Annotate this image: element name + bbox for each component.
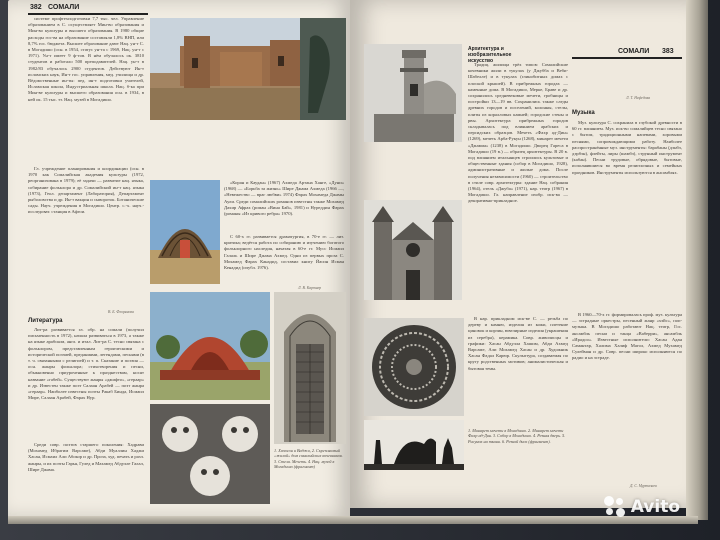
photo-minaret	[364, 44, 462, 142]
left-col-b-paragraph: «Коран и Каудан» (1967) Ахмеда Артана Ханге, «Дуни» (1968) — «Борьба за жизнь» Шире Джама Ахмеда (1966 —, «Невежество — враг любви» 1974) Фарах Мохамеда Джамы Аули. Среди сомалийских романов известны также Мохамед Дахир Афрах (роман «Вина Бай», 1981) и Нуреддин Фарах (романы «Из кривого ребра» 1970).	[224, 180, 344, 217]
left-column-b2	[224, 234, 344, 284]
right-column-a2	[468, 316, 568, 424]
avito-watermark	[604, 496, 680, 518]
photo-red-tomb	[150, 292, 270, 400]
right-column-b2	[572, 312, 682, 480]
left-col-c2-paragraph: Среди совр. поэтов старшего поколения: Хадрави (Мохамед Ибрагим Варсаме), Абди Муаллин Хаджи Хасан, Исмаил Али Абокор и др. Проза, худ. печать и разл. жанры, и их поэты Гарья, Гулед и Махамед Абдулле Галал, Шире Джама.	[28, 442, 144, 472]
right-col-a-paragraph: Традиц. жилища трёх типов: Сомалийские кочевники жили в тукулах (у Джубба и Веби-Шабелле) и в тукулах (глинобитных домах с плоской крышей). В прибрежных городах — каменные дома. В Могадишо, Мерке, Браве и др. сохранились средневековые мечети, гробницы и постройки 13—19 вв. Сохранились также следы древних городов и поселений, колонны, стелы, плиты из коралловых камней; городские стены и рвы. Архитектура прибрежных городов складывалась под влиянием арабских и персидских образцов. Мечеть «Фахр ад-Дин» (1269), мечеть Арба-Рукун (1268), минарет мечети «Джамиа» (1238) в Могадишо. Дворец Гареса в Могадишо (19 в.) — образец архитектуры. В 20 в. под влиянием итальянцев строились культовые и общественные здания (собор в Могадишо, 1928), административные и жилые дома. После получения независимости (1960) — строительство в стиле совр. архитектуры: здание Нац. собрания (1964), отель «Джуба» (1971), нар. театр (1967) в Могадишо. Гл. направление изобр. иск-ва — декоративно-прикладное.	[468, 62, 568, 204]
left-column-c	[28, 327, 144, 440]
left-col-a2-paragraph: Гл. учреждение планирования и координации (осн. в 1970 как Сомалийская академия культуры (1972, реорганизована в 1979); её задачи — развитие нац. языка, собирание фольклора и др. Сомалийский ин-т нац. языка (1973), Геол. департамент (Лаборатория), Департамент рыболовства и др. Ин-т вакцин и сывороток. Ботанические сады. Науч. учреждения в Могадишо. Центр. с.-х. науч.-исследоват. станция в Афгои.	[28, 166, 144, 215]
right-head-rule	[572, 57, 682, 59]
right-page	[350, 0, 690, 508]
section-literature: Литература	[28, 318, 63, 324]
photo-silhouette	[364, 420, 464, 470]
photo-carved-disc	[364, 318, 464, 416]
left-col-c-paragraph: Лит-ра развивается гл. обр. на сомали (получил письменность в 1972), начала развиваться в 1973, а также на языке арабском, англ. и итал. Лит-ра С. тесно связана с фольклором, представленным героическими и исторической поэзией, преданиями, легендами, песнями (в т. ч. связанными с религией) и т. п. Сказание и поэзия — осн. жанры фольклора; стихотворения и песни, обыкновенно приуроченные к празднествам, носят название «габей». Существуют жанры «джифто», «гераар» и др. Известен также поэт Салаан Арабей — поэт жанра «гераар». Наиболее известны поэты Ракаб Бинда, Исмаил Мире, Салаан Арабей, Фарах Нур.	[28, 327, 144, 401]
section-architecture: Архитектура и изобразительное искусство	[468, 46, 512, 64]
avito-logo-icon	[604, 496, 626, 518]
left-column-a2	[28, 166, 144, 306]
left-col-b2-paragraph: С 60-х гг. развивается драматургия, в 70-е гг. — лит. критика; ведётся работа по собиранию и изучению богатого фольклорного наследия, начатая в 60-е гг. Мусс Исмаил Галаль и Шире Джама Ахмед. Одни из первых проза С. Мохамед Фарах Канадид, составил книгу Йасин Исман Кенадид (опубл. 1976).	[224, 234, 344, 271]
right-column-a	[468, 62, 568, 314]
right-running-title: СОМАЛИ	[618, 48, 650, 55]
left-page-number: 382	[30, 4, 42, 11]
left-column-a	[28, 16, 144, 161]
right-credit-2: Д. С. Муртазаев	[630, 484, 657, 488]
left-col-a-paragraph: системе профтехподготовки 7,7 тыс. чел. Управление образованием в С. осуществляет Мин-во образования и Мин-во культуры и высшего образования. В 1980 общие расходы гос-ва на образование составляли 1,8% ВНП, или 8,7% гос. бюджета. Высшее образование дают Нац. ун-т С. в Могадишо (осн. в 1954, статус ун-та с 1969, Нац. ун-т с 1971). Ун-т имеет 9 ф-тов. В нём обучалось ок. 3810 студентов и работало 500 преподавателей. Нац. ун-т в 1982/83 обучалось 2900 студентов. Действуют Ин-т исламских наук, Ин-т гос. управления, мед. училища и др. Вёдомственные ин-ты: пед. ин-т подготовки учителей, Исламская школа, Индустриальная школа. Нац. б-ка при Мин-ве культуры и высшего образования осн. в 1934, в ней ок. 15 тыс. тт. Нац. музей в Могадишо.	[28, 16, 144, 102]
left-credit-1: В. Б. Флорянова	[108, 310, 134, 314]
avito-watermark-text: Avito	[630, 497, 680, 517]
photo-masks	[150, 404, 270, 504]
page-edge-bottom	[8, 516, 698, 524]
left-column-b	[224, 180, 344, 232]
right-col-a2-paragraph: В нар. прикладном иск-ве С. — резьба по дереву и камню, изделия из кожи, плетение циновок и корзин, ювелирные изделия (украшения из серебра), керамика. Совр. живописцы и графики: Хасан Абдулла Хашим, Абди Ахмед Варсаме, Али Мохамед Хасан и др. Художник Хасан Фадал Карюр. Скульптура, создаваемая по кругу родственных мотивов; анималистическая и бытовая темы.	[468, 316, 568, 371]
photo-hut	[150, 180, 220, 284]
photo-carved-door	[274, 292, 346, 444]
right-page-number: 383	[662, 48, 674, 55]
right-column-b	[572, 120, 682, 310]
right-credit-1: Л. Т. Нефедова	[626, 96, 651, 100]
left-column-c2	[28, 442, 144, 512]
left-running-title: СОМАЛИ	[48, 4, 80, 11]
left-page	[8, 0, 350, 518]
left-credit-2: Л. В. Картнер	[298, 286, 322, 290]
section-music: Музыка	[572, 110, 595, 116]
photo-fortress	[150, 18, 346, 120]
photo-cathedral	[364, 200, 462, 300]
left-photo-caption: 1. Хачосон и Ваджи, 2. Скрепляемый «жилой» дом сомалийских кочевников. 3. Стела. Мечеть. 4. Нац. музей в Могадишо (фрагмент)	[274, 448, 343, 470]
right-photo-caption: 1. Минарет мечети в Могадишо. 2. Минарет мечети Фахр ад-Дин. 3. Собор в Могадишо. 4. Резная дверь. 5. Рисунок на ткани. 6. Резной диск (фрагмент).	[468, 428, 566, 444]
left-head-rule	[28, 13, 148, 15]
page-edge-right	[686, 0, 708, 520]
right-col-b-paragraph: Муз. культура С. сохранила в глубокой древности в 60 гг. влиянием. Муз. иск-во сомалийцев тесно связано с бытом, традиционными напевами, хоровыми песнями, сопровождающими работу. Наиболее распространённые муз. инструменты: барабаны (дэнбэ, дэрбэн), флейты, лиры (шамбэ), струнный инструмент (кабан). Песни трудовые, обрядовые, бытовые, исполнявшиеся во время религиозных и семейных праздников. Инструменты используются в ансамблях.	[572, 120, 682, 175]
right-col-b2-paragraph: В 1960—70-х гг. формировалась проф. муз. культура — эстрадные оркестры, песенный жанр «хэйс», поп-музыка. В Могадишо работают Нац. театр, Гос. ансамбль песни и танца «Ваберри», ансамбль «Ирадоо». Известные исполнители: Хасан Адан Самантар, Халима Халиф Магол, Ахмед Мухамед Сулейман и др. Совр. песни широко исполняются по радио и на эстраде.	[572, 312, 682, 361]
